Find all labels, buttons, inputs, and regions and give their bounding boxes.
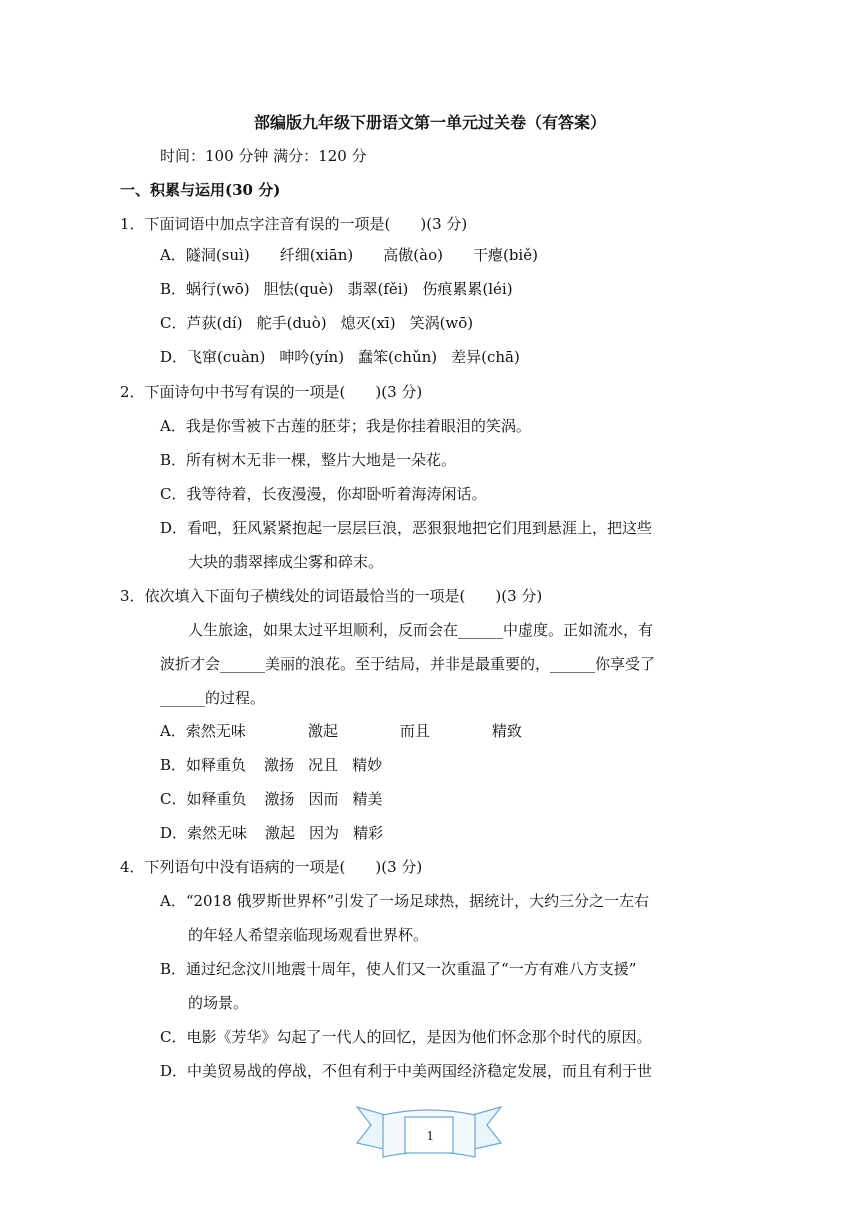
question-2-option-d-cont: 大块的翡翠摔成尘雾和碎末。 [188, 553, 384, 571]
option-term: 因而 [308, 790, 339, 808]
option-term: 高傲(ào) [383, 246, 443, 264]
question-2-option-b: B．所有树木无非一棵，整片大地是一朵花。 [160, 451, 457, 469]
option-term: 呻吟(yín) [279, 348, 345, 366]
option-term: C．芦荻(dí) [160, 314, 243, 332]
option-term: 蠢笨(chǔn) [358, 348, 438, 366]
question-4-option-a-cont: 的年轻人希望亲临现场观看世界杯。 [188, 926, 429, 944]
option-term: 激起 [307, 722, 338, 740]
option-term: A．隧洞(suì) [160, 246, 250, 264]
option-term: 因为 [309, 824, 340, 842]
question-3-passage-2: 波折才会______美丽的浪花。至于结局，并非是最重要的，______你享受了 [160, 655, 656, 673]
question-1-option-a [160, 245, 538, 265]
option-term: 况且 [308, 756, 339, 774]
option-term: 笑涡(wō) [409, 314, 474, 332]
question-4-option-b-cont: 的场景。 [188, 994, 249, 1012]
section-heading: 一、积累与运用(30 分) [120, 181, 281, 199]
option-term: D．索然无味 [160, 824, 248, 842]
option-term: C．如释重负 [160, 790, 247, 808]
question-1-option-d [160, 347, 520, 367]
page-number: 1 [426, 1129, 434, 1144]
question-2-option-a: A．我是你雪被下古莲的胚芽；我是你挂着眼泪的笑涡。 [160, 417, 531, 435]
question-3-passage-1: 人生旅途，如果太过平坦顺利，反而会在______中虚度。正如流水，有 [188, 621, 654, 639]
option-term: 精彩 [353, 824, 384, 842]
question-1-stem: 1．下面词语中加点字注音有误的一项是( )(3 分) [120, 215, 468, 233]
option-term: 差异(chā) [451, 348, 520, 366]
option-term: 激扬 [264, 756, 295, 774]
question-4-option-d: D．中美贸易战的停战，不但有利于中美两国经济稳定发展，而且有利于世 [160, 1062, 653, 1080]
option-term: B．蜗行(wō) [160, 280, 250, 298]
question-3-option-b [160, 755, 382, 775]
question-4-stem: 4．下列语句中没有语病的一项是( )(3 分) [120, 858, 423, 876]
option-term: 激扬 [264, 790, 295, 808]
question-1-option-c [160, 313, 473, 333]
question-3-option-c [160, 789, 383, 809]
option-term: 精妙 [352, 756, 383, 774]
option-term: 伤痕累累(léi) [422, 280, 513, 298]
option-term: 熄灭(xī) [340, 314, 396, 332]
question-2-stem: 2．下面诗句中书写有误的一项是( )(3 分) [120, 383, 423, 401]
question-3-passage-3: ______的过程。 [160, 689, 266, 707]
question-4-option-a: A．“2018 俄罗斯世界杯”引发了一场足球热，据统计，大约三分之一左右 [160, 892, 650, 910]
question-4-option-b: B．通过纪念汶川地震十周年，使人们又一次重温了“一方有难八方支援” [160, 960, 637, 978]
question-3-option-a [160, 721, 522, 741]
question-3-stem: 3．依次填入下面句子横线处的词语最恰当的一项是( )(3 分) [120, 587, 543, 605]
question-3-option-d [160, 823, 383, 843]
option-term: 精致 [491, 722, 522, 740]
option-term: 干瘪(biě) [472, 246, 538, 264]
exam-meta: 时间：100 分钟 满分：120 分 [160, 147, 367, 165]
option-term: 纤细(xiān) [279, 246, 354, 264]
option-term: 精美 [352, 790, 383, 808]
option-term: 舵手(duò) [256, 314, 327, 332]
option-term: B．如释重负 [160, 756, 247, 774]
question-2-option-c: C．我等待着，长夜漫漫，你却卧听着海涛闲话。 [160, 485, 487, 503]
option-term: 而且 [399, 722, 430, 740]
option-term: D．飞窜(cuàn) [160, 348, 266, 366]
option-term: 激起 [265, 824, 296, 842]
option-term: 翡翠(fěi) [347, 280, 409, 298]
option-term: 胆怯(què) [263, 280, 334, 298]
document-title: 部编版九年级下册语文第一单元过关卷（有答案） [253, 113, 606, 132]
question-1-option-b [160, 279, 513, 299]
option-term: A．索然无味 [160, 722, 246, 740]
question-2-option-d: D．看吧，狂风紧紧抱起一层层巨浪，恶狠狠地把它们甩到悬涯上，把这些 [160, 519, 653, 537]
question-4-option-c: C．电影《芳华》勾起了一代人的回忆，是因为他们怀念那个时代的原因。 [160, 1028, 652, 1046]
